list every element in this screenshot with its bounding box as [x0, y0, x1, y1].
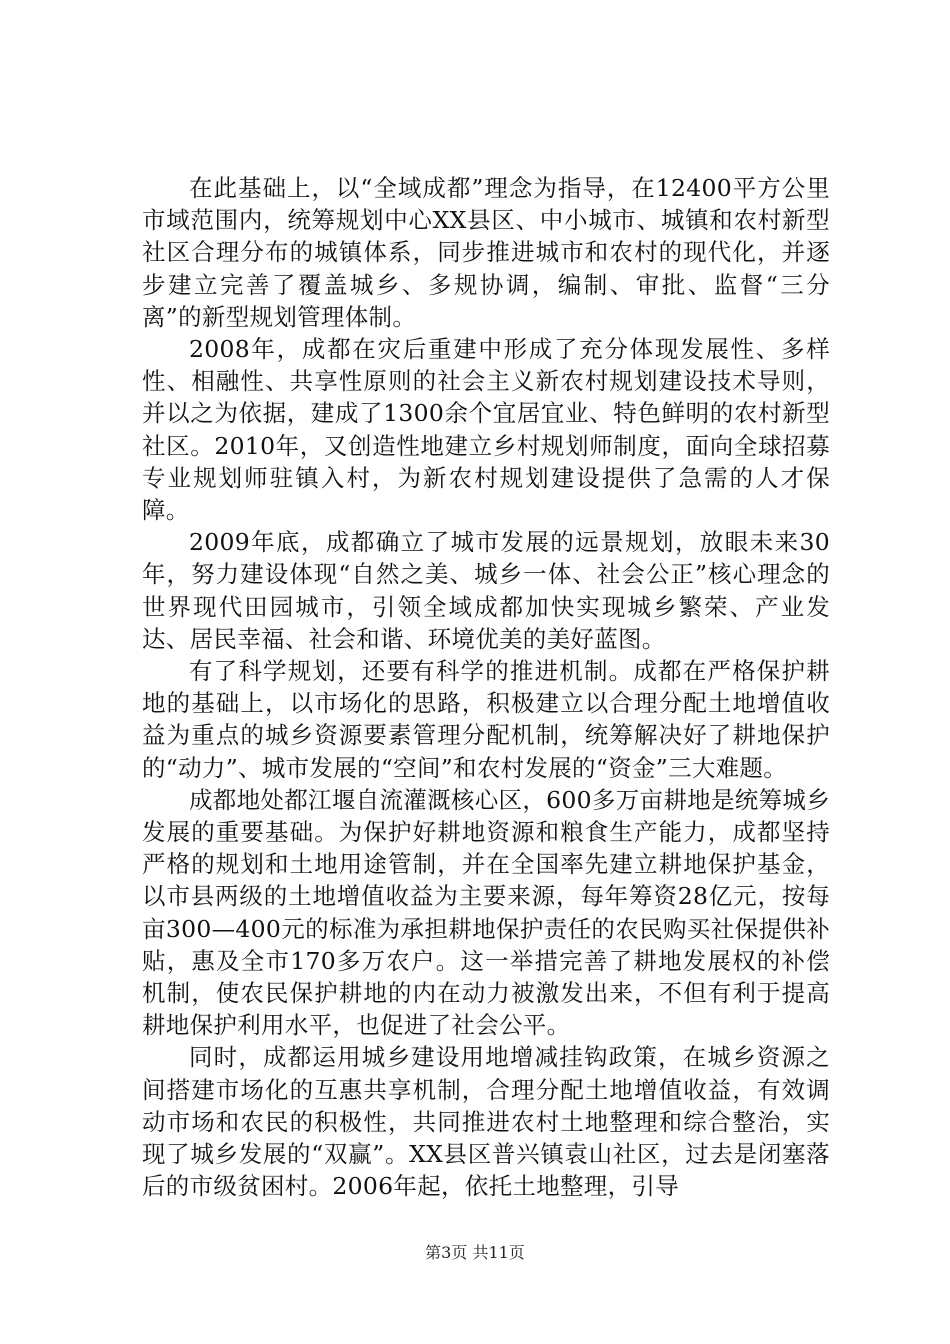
document-body [142, 172, 830, 1203]
paragraph-1: 在此基础上，以“全域成都”理念为指导，在12400平方公里市域范围内，统筹规划中心XX县区、中小城市、城镇和农村新型社区合理分布的城镇体系，同步推进城市和农村的现代化，并逐步建立完善了覆盖城乡、多规协调，编制、审批、监督“三分离”的新型规划管理体制。 [142, 174, 830, 331]
paragraph-2: 2008年，成都在灾后重建中形成了充分体现发展性、多样性、相融性、共享性原则的社会主义新农村规划建设技术导则，并以之为依据，建成了1300余个宜居宜业、特色鲜明的农村新型社区。2010年，又创造性地建立乡村规划师制度，面向全球招募专业规划师驻镇入村，为新农村规划建设提供了急需的人才保障。 [142, 335, 830, 525]
page-number-footer: 第3页 共11页 [425, 1243, 525, 1262]
paragraph-6: 同时，成都运用城乡建设用地增减挂钩政策，在城乡资源之间搭建市场化的互惠共享机制，合理分配土地增值收益，有效调动市场和农民的积极性，共同推进农村土地整理和综合整治，实现了城乡发展的“双赢”。XX县区普兴镇袁山社区，过去是闭塞落后的市级贫困村。2006年起，依托土地整理，引导 [142, 1043, 830, 1201]
paragraph-4: 有了科学规划，还要有科学的推进机制。成都在严格保护耕地的基础上，以市场化的思路，积极建立以合理分配土地增值收益为重点的城乡资源要素管理分配机制，统筹解决好了耕地保护的“动力”、城市发展的“空间”和农村发展的“资金”三大难题。 [142, 657, 830, 782]
paragraph-3: 2009年底，成都确立了城市发展的远景规划，放眼未来30年，努力建设体现“自然之美、城乡一体、社会公正”核心理念的世界现代田园城市，引领全域成都加快实现城乡繁荣、产业发达、居民幸福、社会和谐、环境优美的美好蓝图。 [142, 528, 830, 653]
paragraph-5: 成都地处都江堰自流灌溉核心区，600多万亩耕地是统筹城乡发展的重要基础。为保护好耕地资源和粮食生产能力，成都坚持严格的规划和土地用途管制，并在全国率先建立耕地保护基金，以市县两级的土地增值收益为主要来源，每年筹资28亿元，按每亩300—400元的标准为承担耕地保护责任的农民购买社保提供补贴，惠及全市170多万农户。这一举措完善了耕地发展权的补偿机制，使农民保护耕地的内在动力被激发出来，不但有利于提高耕地保护利用水平，也促进了社会公平。 [142, 785, 830, 1040]
